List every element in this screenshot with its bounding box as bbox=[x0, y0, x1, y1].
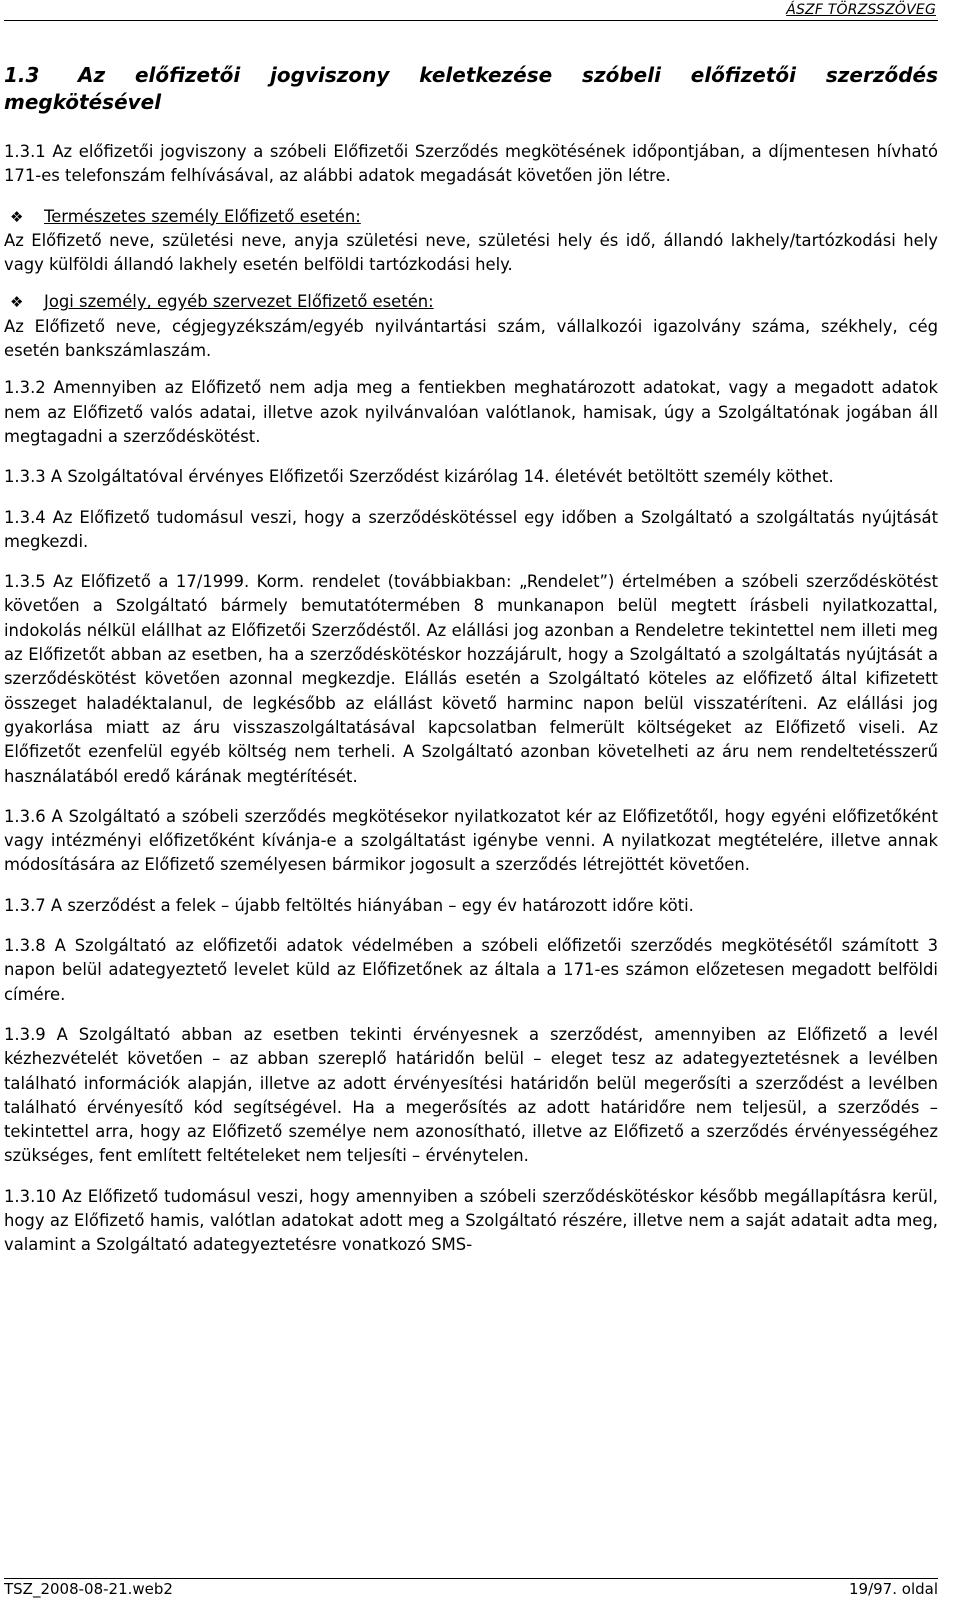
paragraph-1-3-1: 1.3.1 Az előfizetői jogviszony a szóbeli Előfizetői Szerződés megkötésének időpontjában, a díjmentesen hívható 171-es telefonszám felhívásával, az alábbi adatok megadását követően jön létre. bbox=[4, 142, 938, 186]
document-body bbox=[4, 140, 938, 1274]
paragraph-1-3-5: 1.3.5 Az Előfizető a 17/1999. Korm. rendelet (továbbiakban: „Rendelet”) értelmében a szóbeli szerződéskötést követően a Szolgáltató bármely bemutatótermében 8 munkanapon belül megtett írásbeli nyilatkozattal, indokolás nélkül elállhat az Előfizetői Szerződéstől. Az elállási jog azonban a Rendeletre tekintettel nem illeti meg az Előfizetőt abban az esetben, ha a szerződéskötéskor hozzájárult, hogy a Szolgáltató a szolgáltatás nyújtását a szerződéskötést követően azonnal megkezdje. Elállás esetén a Szolgáltató köteles az előfizető által kifizetett összeget haladéktalanul, de legkésőbb az elállást követő harminc napon belül visszatéríteni. Az elállási jog gyakorlása miatt az áru visszaszolgáltatásával kapcsolatban felmerült költségeket az Előfizető viseli. Az Előfizetőt ezenfelül egyéb költség nem terheli. A Szolgáltató azonban követelheti az áru nem rendeltetésszerű használatából eredő kárának megtérítését. bbox=[4, 572, 938, 786]
diamond-flower-bullet-icon: ❖ bbox=[10, 293, 24, 312]
paragraph-1-3-8: 1.3.8 A Szolgáltató az előfizetői adatok védelmében a szóbeli előfizetői szerződés megkötésétől számított 3 napon belül adategyeztető levelet küld az Előfizetőnek az általa a 171-es számon előzetesen megadott belföldi címére. bbox=[4, 936, 938, 1004]
bullet-title-text: Természetes személy Előfizető esetén: bbox=[44, 206, 361, 226]
footer-rule bbox=[4, 1578, 938, 1579]
section-heading bbox=[4, 62, 938, 116]
paragraph-1-3-7: 1.3.7 A szerződést a felek – újabb feltöltés hiányában – egy év határozott időre köti. bbox=[4, 895, 694, 915]
bullet-title bbox=[4, 290, 938, 314]
header-rule bbox=[4, 20, 938, 21]
paragraph-1-3-10: 1.3.10 Az Előfizető tudomásul veszi, hogy amennyiben a szóbeli szerződéskötéskor később megállapításra kerül, hogy az Előfizető hamis, valótlan adatokat adott meg a Szolgáltató részére, illetve nem a saját adatait adta meg, valamint a Szolgáltató adategyeztetésre vonatkozó SMS- bbox=[4, 1186, 938, 1255]
bullet-body: Az Előfizető neve, cégjegyzékszám/egyéb nyilvántartási szám, vállalkozói igazolvány száma, székhely, cég esetén bankszámlaszám. bbox=[4, 316, 938, 361]
bullet-title bbox=[4, 205, 938, 229]
paragraph-1-3-9: 1.3.9 A Szolgáltató abban az esetben tekinti érvényesnek a szerződést, amennyiben az Előfizető a levél kézhezvételét követően – az abban szereplő határidőn belül – eleget tesz az adategyeztetésnek a levélben található információk alapján, illetve az adott érvényesítési határidőn belül megerősíti a szerződést a levélben található érvényesítő kód segítségével. Ha a megerősítés az adott határidőre nem teljesül, a szerződés – tekintettel arra, hogy az Előfizető személye nem azonosítható, illetve az Előfizető a szerződés érvényességéhez szükséges, fent említett feltételeket nem teljesíti – érvénytelen. bbox=[4, 1024, 938, 1166]
footer-page-number: 19/97. oldal bbox=[849, 1580, 938, 1598]
paragraph-1-3-2: 1.3.2 Amennyiben az Előfizető nem adja meg a fentiekben meghatározott adatokat, vagy a megadott adatok nem az Előfizető valós adatai, illetve azok nyilvánvalóan valótlanok, hamisak, úgy a Szolgáltatónak jogában áll megtagadni a szerződéskötést. bbox=[4, 378, 938, 446]
paragraph-1-3-3: 1.3.3 A Szolgáltatóval érvényes Előfizetői Szerződést kizárólag 14. életévét betöltött személy köthet. bbox=[4, 467, 834, 487]
header-title: ÁSZF TÖRZSSZÖVEG bbox=[786, 2, 936, 18]
bullet-legal-person bbox=[4, 290, 938, 363]
paragraph-1-3-4: 1.3.4 Az Előfizető tudomásul veszi, hogy a szerződéskötéssel egy időben a Szolgáltató a szolgáltatás nyújtását megkezdi. bbox=[4, 507, 938, 551]
footer-document-id: TSZ_2008-08-21.web2 bbox=[4, 1580, 173, 1598]
section-title: Az előfizetői jogviszony keletkezése szóbeli előfizetői szerződés megkötésével bbox=[4, 63, 938, 114]
bullet-natural-person bbox=[4, 205, 938, 278]
diamond-flower-bullet-icon: ❖ bbox=[10, 207, 24, 226]
paragraph-1-3-6: 1.3.6 A Szolgáltató a szóbeli szerződés megkötésekor nyilatkozatot kér az Előfizetőtől, hogy egyéni előfizetőként vagy intézményi előfizetőként kívánja-e a szolgáltatást igénybe venni. A nyilatkozat megtételére, illetve annak módosítására az Előfizető személyesen bármikor jogosult a szerződés létrejöttét követően. bbox=[4, 806, 938, 875]
bullet-body: Az Előfizető neve, születési neve, anyja születési neve, születési hely és idő, állandó lakhely/tartózkodási hely vagy külföldi állandó lakhely esetén belföldi tartózkodási hely. bbox=[4, 230, 938, 275]
section-number: 1.3 bbox=[4, 63, 40, 87]
bullet-title-text: Jogi személy, egyéb szervezet Előfizető esetén: bbox=[44, 292, 434, 312]
